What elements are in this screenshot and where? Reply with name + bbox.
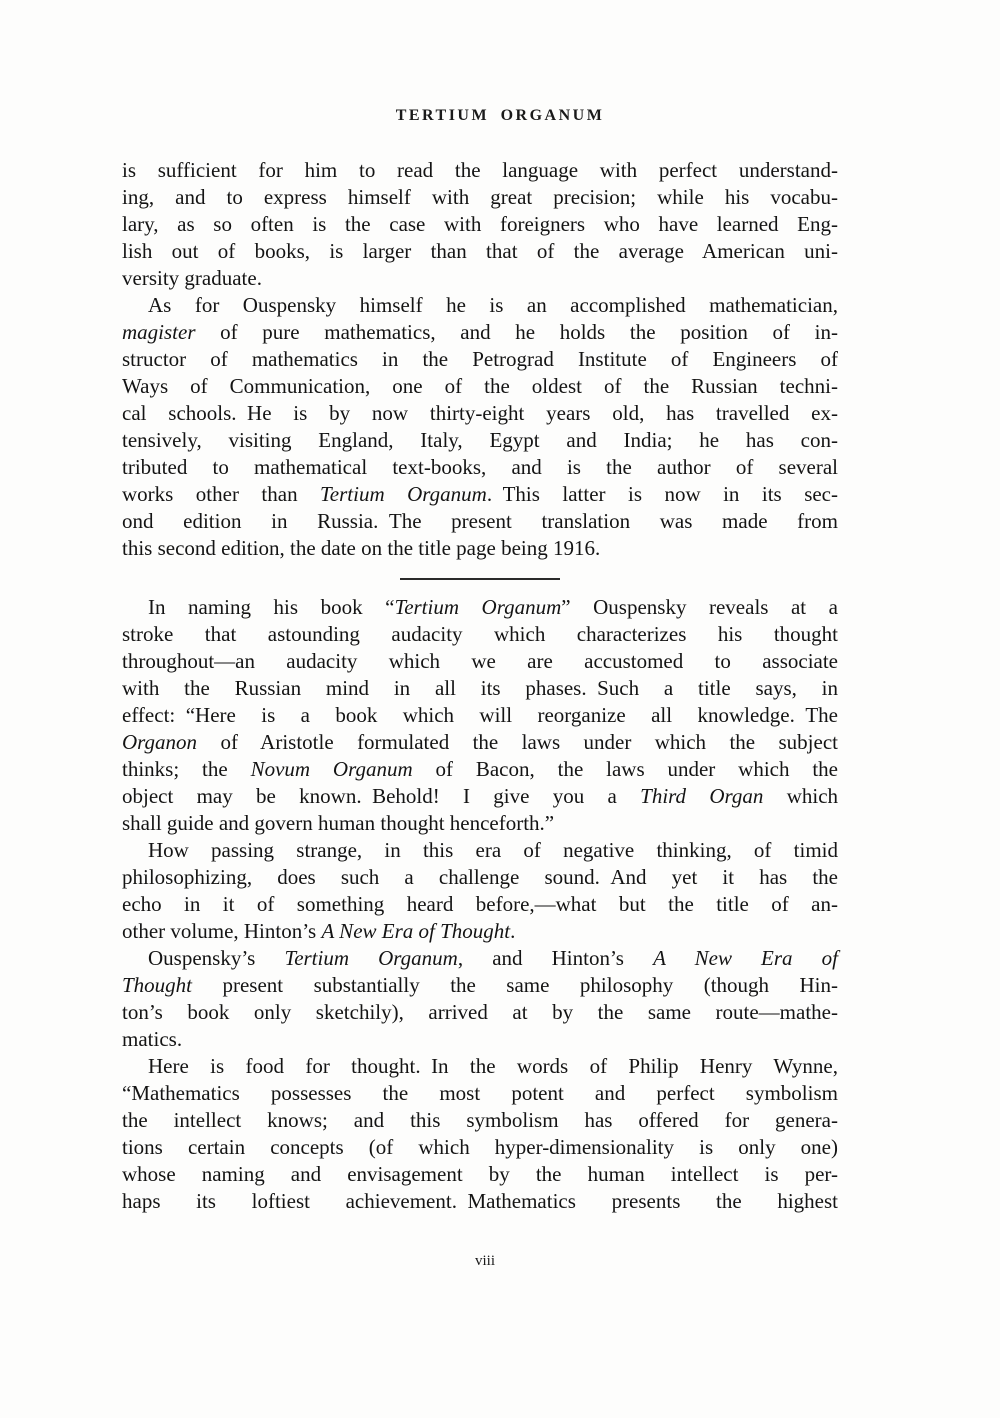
text-line: versity graduate.: [122, 266, 262, 290]
text-line: effect: “Here is a book which will reorganize all knowledge. The: [122, 703, 838, 727]
page-number: viii: [474, 1253, 495, 1269]
text-line: whose naming and envisagement by the human intellect is per-: [122, 1162, 838, 1186]
text-line: stroke that astounding audacity which characterizes his thought: [122, 622, 838, 646]
text-line: lish out of books, is larger than that of the average American uni-: [122, 239, 838, 263]
running-header: TERTIUM ORGANUM: [395, 107, 605, 124]
text-line: other volume, Hinton’s A New Era of Thought.: [122, 919, 516, 943]
paragraph: [122, 837, 838, 945]
text-line: is sufficient for him to read the language with perfect understand-: [122, 158, 838, 182]
text-line: “Mathematics possesses the most potent and perfect symbolism: [122, 1081, 838, 1105]
section-divider: [400, 578, 560, 580]
text-line: Thought present substantially the same philosophy (though Hin-: [122, 973, 838, 997]
text-line: Here is food for thought. In the words of Philip Henry Wynne,: [148, 1054, 838, 1078]
text-line: tensively, visiting England, Italy, Egypt and India; he has con-: [122, 428, 838, 452]
text-line: tributed to mathematical text-books, and is the author of several: [122, 455, 838, 479]
text-line: echo in it of something heard before,—what but the title of an-: [122, 892, 838, 916]
paragraph: [122, 945, 838, 1053]
text-line: object may be known. Behold! I give you a Third Organ which: [122, 784, 839, 808]
text-line: Organon of Aristotle formulated the laws under which the subject: [122, 730, 838, 754]
text-line: ond edition in Russia. The present translation was made from: [122, 509, 838, 533]
page-body-text: [122, 157, 838, 1215]
text-line: works other than Tertium Organum. This latter is now in its sec-: [122, 482, 838, 506]
text-line: ing, and to express himself with great precision; while his vocabu-: [122, 185, 838, 209]
text-line: Ways of Communication, one of the oldest of the Russian techni-: [122, 374, 838, 398]
text-line: thinks; the Novum Organum of Bacon, the laws under which the: [122, 757, 838, 781]
text-line: throughout—an audacity which we are accustomed to associate: [122, 649, 838, 673]
text-line: with the Russian mind in all its phases. Such a title says, in: [122, 676, 838, 700]
text-line: philosophizing, does such a challenge sound. And yet it has the: [122, 865, 838, 889]
paragraph: [122, 594, 838, 837]
text-line: this second edition, the date on the title page being 1916.: [122, 536, 601, 560]
paragraph: [122, 157, 838, 292]
text-line: In naming his book “Tertium Organum” Ouspensky reveals at a: [148, 595, 838, 619]
text-line: matics.: [122, 1027, 183, 1051]
paragraph: [122, 1053, 838, 1215]
text-line: the intellect knows; and this symbolism has offered for genera-: [122, 1108, 838, 1132]
paragraph: [122, 292, 838, 562]
text-line: tions certain concepts (of which hyper-dimensionality is only one): [122, 1135, 838, 1159]
text-line: Ouspensky’s Tertium Organum, and Hinton’s A New Era of: [148, 946, 838, 970]
text-line: haps its loftiest achievement. Mathematics presents the highest: [122, 1189, 838, 1213]
text-line: ton’s book only sketchily), arrived at by the same route—mathe-: [122, 1000, 838, 1024]
text-line: As for Ouspensky himself he is an accomplished mathematician,: [148, 293, 838, 317]
text-line: cal schools. He is by now thirty-eight years old, has travelled ex-: [122, 401, 838, 425]
text-line: How passing strange, in this era of negative thinking, of timid: [148, 838, 838, 862]
text-line: lary, as so often is the case with foreigners who have learned Eng-: [122, 212, 838, 236]
text-line: structor of mathematics in the Petrograd Institute of Engineers of: [122, 347, 838, 371]
text-line: shall guide and govern human thought henceforth.”: [122, 811, 555, 835]
text-line: magister of pure mathematics, and he holds the position of in-: [122, 320, 838, 344]
